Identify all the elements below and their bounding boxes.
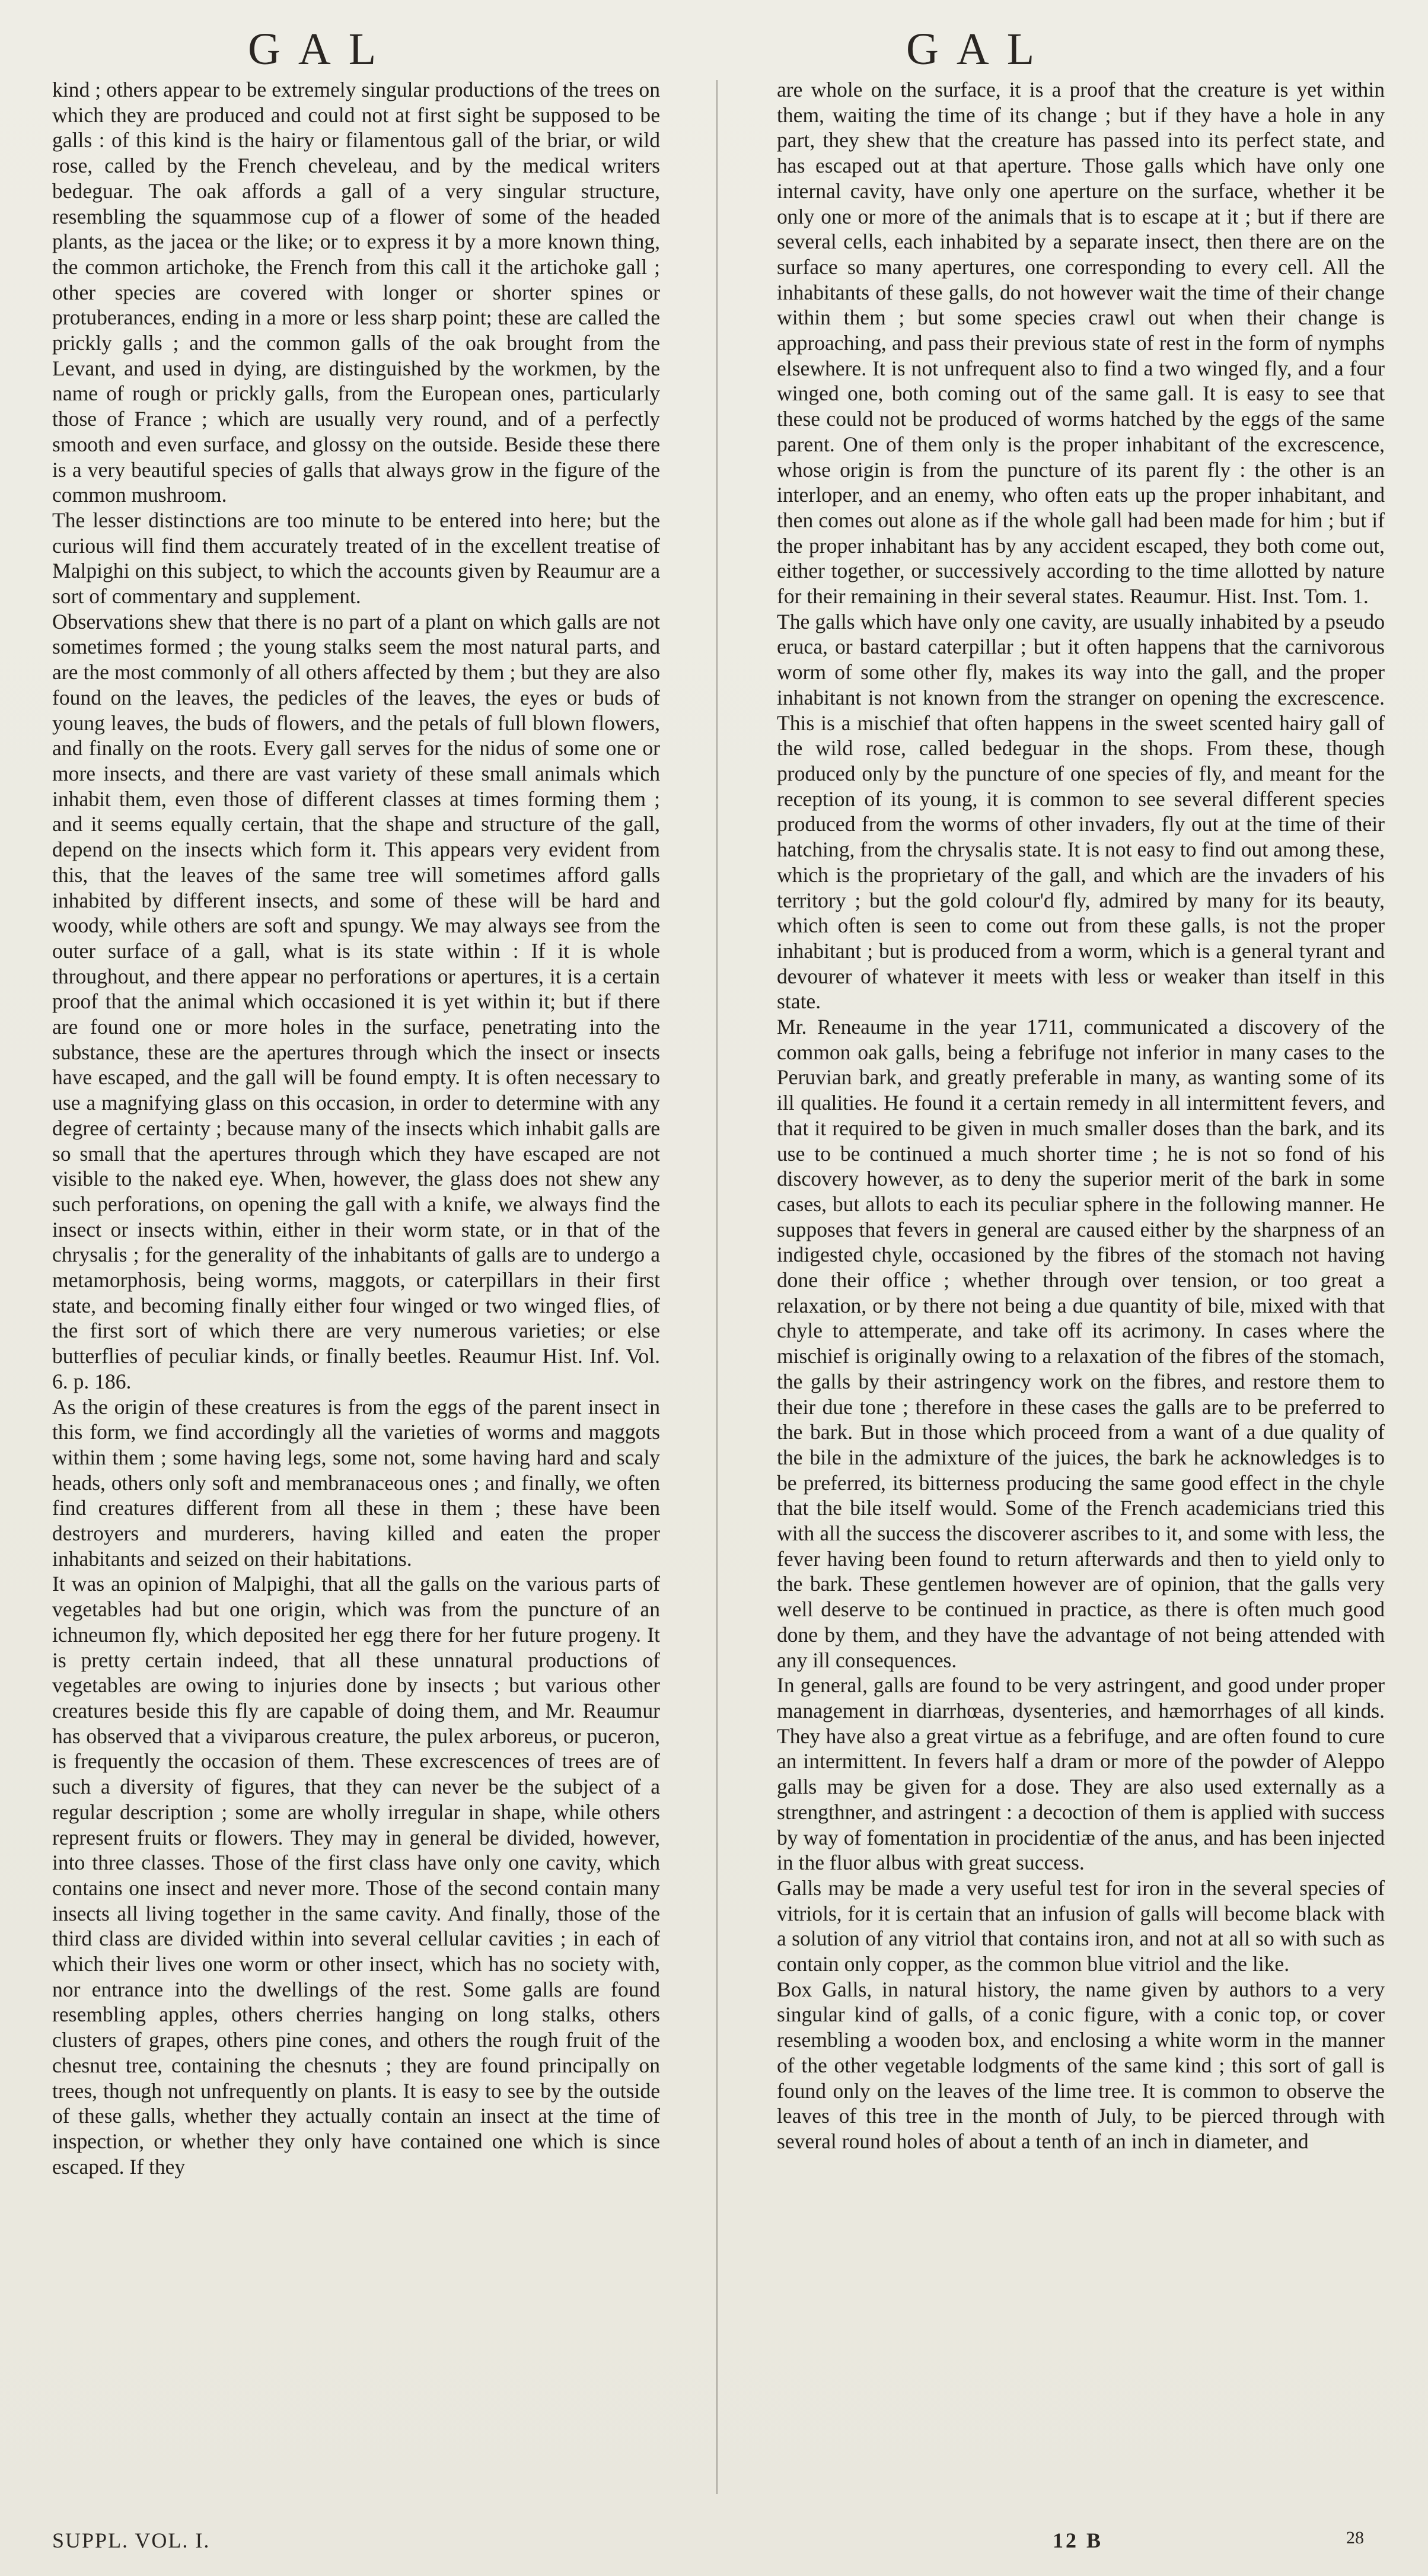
page-number: 28 <box>1346 2528 1364 2548</box>
running-head-right: GAL <box>906 24 1053 74</box>
paragraph: In general, galls are found to be very astringent, and good under proper management in diarrhœas, dysenteries, and hæmorrhages of all kinds. They have also a great virtue as a febrifuge, and are often found to cure an intermittent. In fevers half a dram or more of the powder of Aleppo galls may be given for a dose. They are also used externally as a strengthner, and astringent : a decoction of them is applied with success by way of fomentation in procidentiæ of the anus, and has been injected in the fluor albus with great success. <box>777 1673 1385 1875</box>
paragraph: As the origin of these creatures is from the eggs of the parent insect in this form, we find accordingly all the varieties of worms and maggots within them ; some having legs, some not, some having hard and scaly heads, others only soft and membranaceous ones ; and finally, we often find creatures different from all these in them ; these have been destroyers and murderers, having killed and eaten the proper inhabitants and seized on their habitations. <box>52 1394 660 1571</box>
paragraph: kind ; others appear to be extremely singular productions of the trees on which they are produced and could not at first sight be supposed to be galls : of this kind is the hairy or filamentous gall of the briar, or wild rose, called by the French cheveleau, and by the medical writers bedeguar. The oak affords a gall of a very singular structure, resembling the squammose cup of a flower of some of the headed plants, as the jacea or the like; or to express it by a more known thing, the common artichoke, the French from this call it the artichoke gall ; other species are covered with longer or shorter spines or protuberances, ending in a more or less sharp point; these are called the prickly galls ; and the common galls of the oak brought from the Levant, and used in dying, are distinguished by the workmen, by the name of rough or prickly galls, from the European ones, particularly those of France ; which are usually very round, and of a perfectly smooth and even surface, and glossy on the outside. Beside these there is a very beautiful species of galls that always grow in the figure of the common mushroom. <box>52 78 660 507</box>
paragraph: It was an opinion of Malpighi, that all the galls on the various parts of vegetables had but one origin, which was from the puncture of an ichneumon fly, which deposited her egg there for her future progeny. It is pretty certain indeed, that all these unnatural productions of vegetables are owing to injuries done by insects ; but various other creatures beside this fly are capable of doing them, and Mr. Reaumur has observed that a viviparous creature, the pulex arboreus, or puceron, is frequently the occasion of them. These excrescences of trees are of such a diversity of figures, that they can never be the subject of a regular description ; some are wholly irregular in shape, while others represent fruits or flowers. They may in general be divided, however, into three classes. Those of the first class have only one cavity, which contains one insect and never more. Those of the second contain many insects all living together in the same cavity. And finally, those of the third class are divided within into several cellular cavities ; in each of which their lives one worm or other insect, which has no society with, nor entrance into the dwellings of the rest. Some galls are found resembling apples, others cherries hanging on long stalks, others clusters of grapes, others pine cones, and others the rough fruit of the chesnut tree, containing the chesnuts ; they are found principally on trees, though not unfrequently on plants. It is easy to see by the outside of these galls, whether they actually contain an insect at the time of inspection, or whether they only have contained one which is since escaped. If they <box>52 1572 660 2179</box>
running-head-left: GAL <box>248 24 394 74</box>
volume-signature: SUPPL. VOL. I. <box>52 2529 211 2552</box>
column-divider <box>716 80 718 2494</box>
right-column <box>777 77 1385 2154</box>
left-column <box>52 77 660 2179</box>
paragraph: Mr. Reneaume in the year 1711, communicated a discovery of the common oak galls, being a febrifuge not inferior in many cases to the Peruvian bark, and greatly preferable in many, as wanting some of its ill qualities. He found it a certain remedy in all intermittent fevers, and that it required to be given in much smaller doses than the bark, and its use to be continued a much shorter time ; he is not so fond of his discovery however, as to deny the superior merit of the bark in some cases, but allots to each its peculiar sphere in the following manner. He supposes that fevers in general are caused either by the sharpness of an indigested chyle, occasioned by the fibres of the stomach not having done their office ; whether through over tension, or too great a relaxation, or by there not being a due quantity of bile, mixed with that chyle to attemperate, and take off its acrimony. In cases where the mischief is originally owing to a relaxation of the fibres of the stomach, the galls by their astringency work on the fibres, and restore them to their due tone ; therefore in these cases the galls are to be preferred to the bark. But in those which proceed from a want of a due quality of the bile in the admixture of the juices, the bark he acknowledges is to be preferred, its bitterness producing the same good effect in the chyle that the bile itself would. Some of the French academicians tried this with all the success the discoverer ascribes to it, and some with less, the fever having been found to return afterwards and then to yield only to the bark. These gentlemen however are of opinion, that the galls very well deserve to be continued in practice, as there is often much good done by them, and they have the advantage of not being attended with any ill consequences. <box>777 1015 1385 1672</box>
paragraph: Box Galls, in natural history, the name given by authors to a very singular kind of galls, of a conic figure, with a conic top, or cover resembling a wooden box, and enclosing a white worm in the manner of the other vegetable lodgments of the same kind ; this sort of gall is found only on the leaves of the lime tree. It is common to observe the leaves of this tree in the month of July, to be pierced through with several round holes of about a tenth of an inch in diameter, and <box>777 1977 1385 2153</box>
paragraph: Galls may be made a very useful test for iron in the several species of vitriols, for it is certain that an infusion of galls will become black with a solution of any vitriol that contains iron, and not at all so with such as contain only copper, as the common blue vitriol and the like. <box>777 1876 1385 1976</box>
gathering-signature: 12 B <box>1053 2529 1104 2552</box>
paragraph: are whole on the surface, it is a proof that the creature is yet within them, waiting the time of its change ; but if they have a hole in any part, they shew that the creature has passed into its perfect state, and has escaped out at that aperture. Those galls which have only one internal cavity, have only one aperture on the surface, whether it be only one or more of the animals that is to escape at it ; but if there are several cells, each inhabited by a separate insect, then there are on the surface so many apertures, one corresponding to every cell. All the inhabitants of these galls, do not however wait the time of their change within them ; but some species crawl out when their change is approaching, and pass their previous state of rest in the form of nymphs elsewhere. It is not unfrequent also to find a two winged fly, and a four winged one, both coming out of the same gall. It is easy to see that these could not be produced of worms hatched by the eggs of the same parent. One of them only is the proper inhabitant of the excrescence, whose origin is from the puncture of its parent fly : the other is an interloper, and an enemy, who often eats up the proper inhabitant, and then comes out alone as if the whole gall had been made for him ; but if the proper inhabitant has by any accident escaped, they both come out, either together, or successively according to the time allotted by nature for their remaining in their several states. Reaumur. Hist. Inst. Tom. 1. <box>777 78 1385 609</box>
paragraph: The lesser distinctions are too minute to be entered into here; but the curious will find them accurately treated of in the excellent treatise of Malpighi on this subject, to which the accounts given by Reaumur are a sort of commentary and supplement. <box>52 508 660 609</box>
paragraph: Observations shew that there is no part of a plant on which galls are not sometimes formed ; the young stalks seem the most natural parts, and are the most commonly of all others affected by them ; but they are also found on the leaves, the pedicles of the leaves, the eyes or buds of young leaves, the buds of flowers, and the petals of full blown flowers, and finally on the roots. Every gall serves for the nidus of some one or more insects, and there are vast variety of these small animals which inhabit them, even those of different classes at times forming them ; and it seems equally certain, that the shape and structure of the gall, depend on the insects which form it. This appears very evident from this, that the leaves of the same tree will sometimes afford galls inhabited by different insects, and some of these will be hard and woody, while others are soft and spungy. We may always see from the outer surface of a gall, what is its state within : If it is whole throughout, and there appear no perforations or apertures, it is a certain proof that the animal which occasioned it is yet within it; but if there are found one or more holes in the surface, penetrating into the substance, these are the apertures through which the insect or insects have escaped, and the gall will be found empty. It is often necessary to use a magnifying glass on this occasion, in order to determine with any degree of certainty ; because many of the insects which inhabit galls are so small that the apertures through which they have escaped are not visible to the naked eye. When, however, the glass does not shew any such perforations, on opening the gall with a knife, we always find the insect or insects within, either in their worm state, or in that of the chrysalis ; for the generality of the inhabitants of galls are to undergo a metamorphosis, being worms, maggots, or caterpillars in their first state, and becoming finally either four winged or two winged flies, of the first sort of which there are very numerous varieties; or else butterflies of peculiar kinds, or finally beetles. Reaumur Hist. Inf. Vol. 6. p. 186. <box>52 609 660 1393</box>
paragraph: The galls which have only one cavity, are usually inhabited by a pseudo eruca, or bastard caterpillar ; but it often happens that the carnivorous worm of some other fly, makes its way into the gall, and the proper inhabitant is not known from the stranger on opening the excrescence. This is a mischief that often happens in the sweet scented hairy gall of the wild rose, called bedeguar in the shops. From these, though produced only by the puncture of one species of fly, and meant for the reception of its young, it is common to see several different species produced from the worms of other invaders, fly out at the time of their hatching, from the chrysalis state. It is not easy to find out among these, which is the proprietary of the gall, and which are the invaders of his territory ; but the gold colour'd fly, admired by many for its beauty, which often is seen to come out from these galls, is not the proper inhabitant ; but is produced from a worm, which is a general tyrant and devourer of whatever it meets with less or weaker than itself in this state. <box>777 609 1385 1014</box>
